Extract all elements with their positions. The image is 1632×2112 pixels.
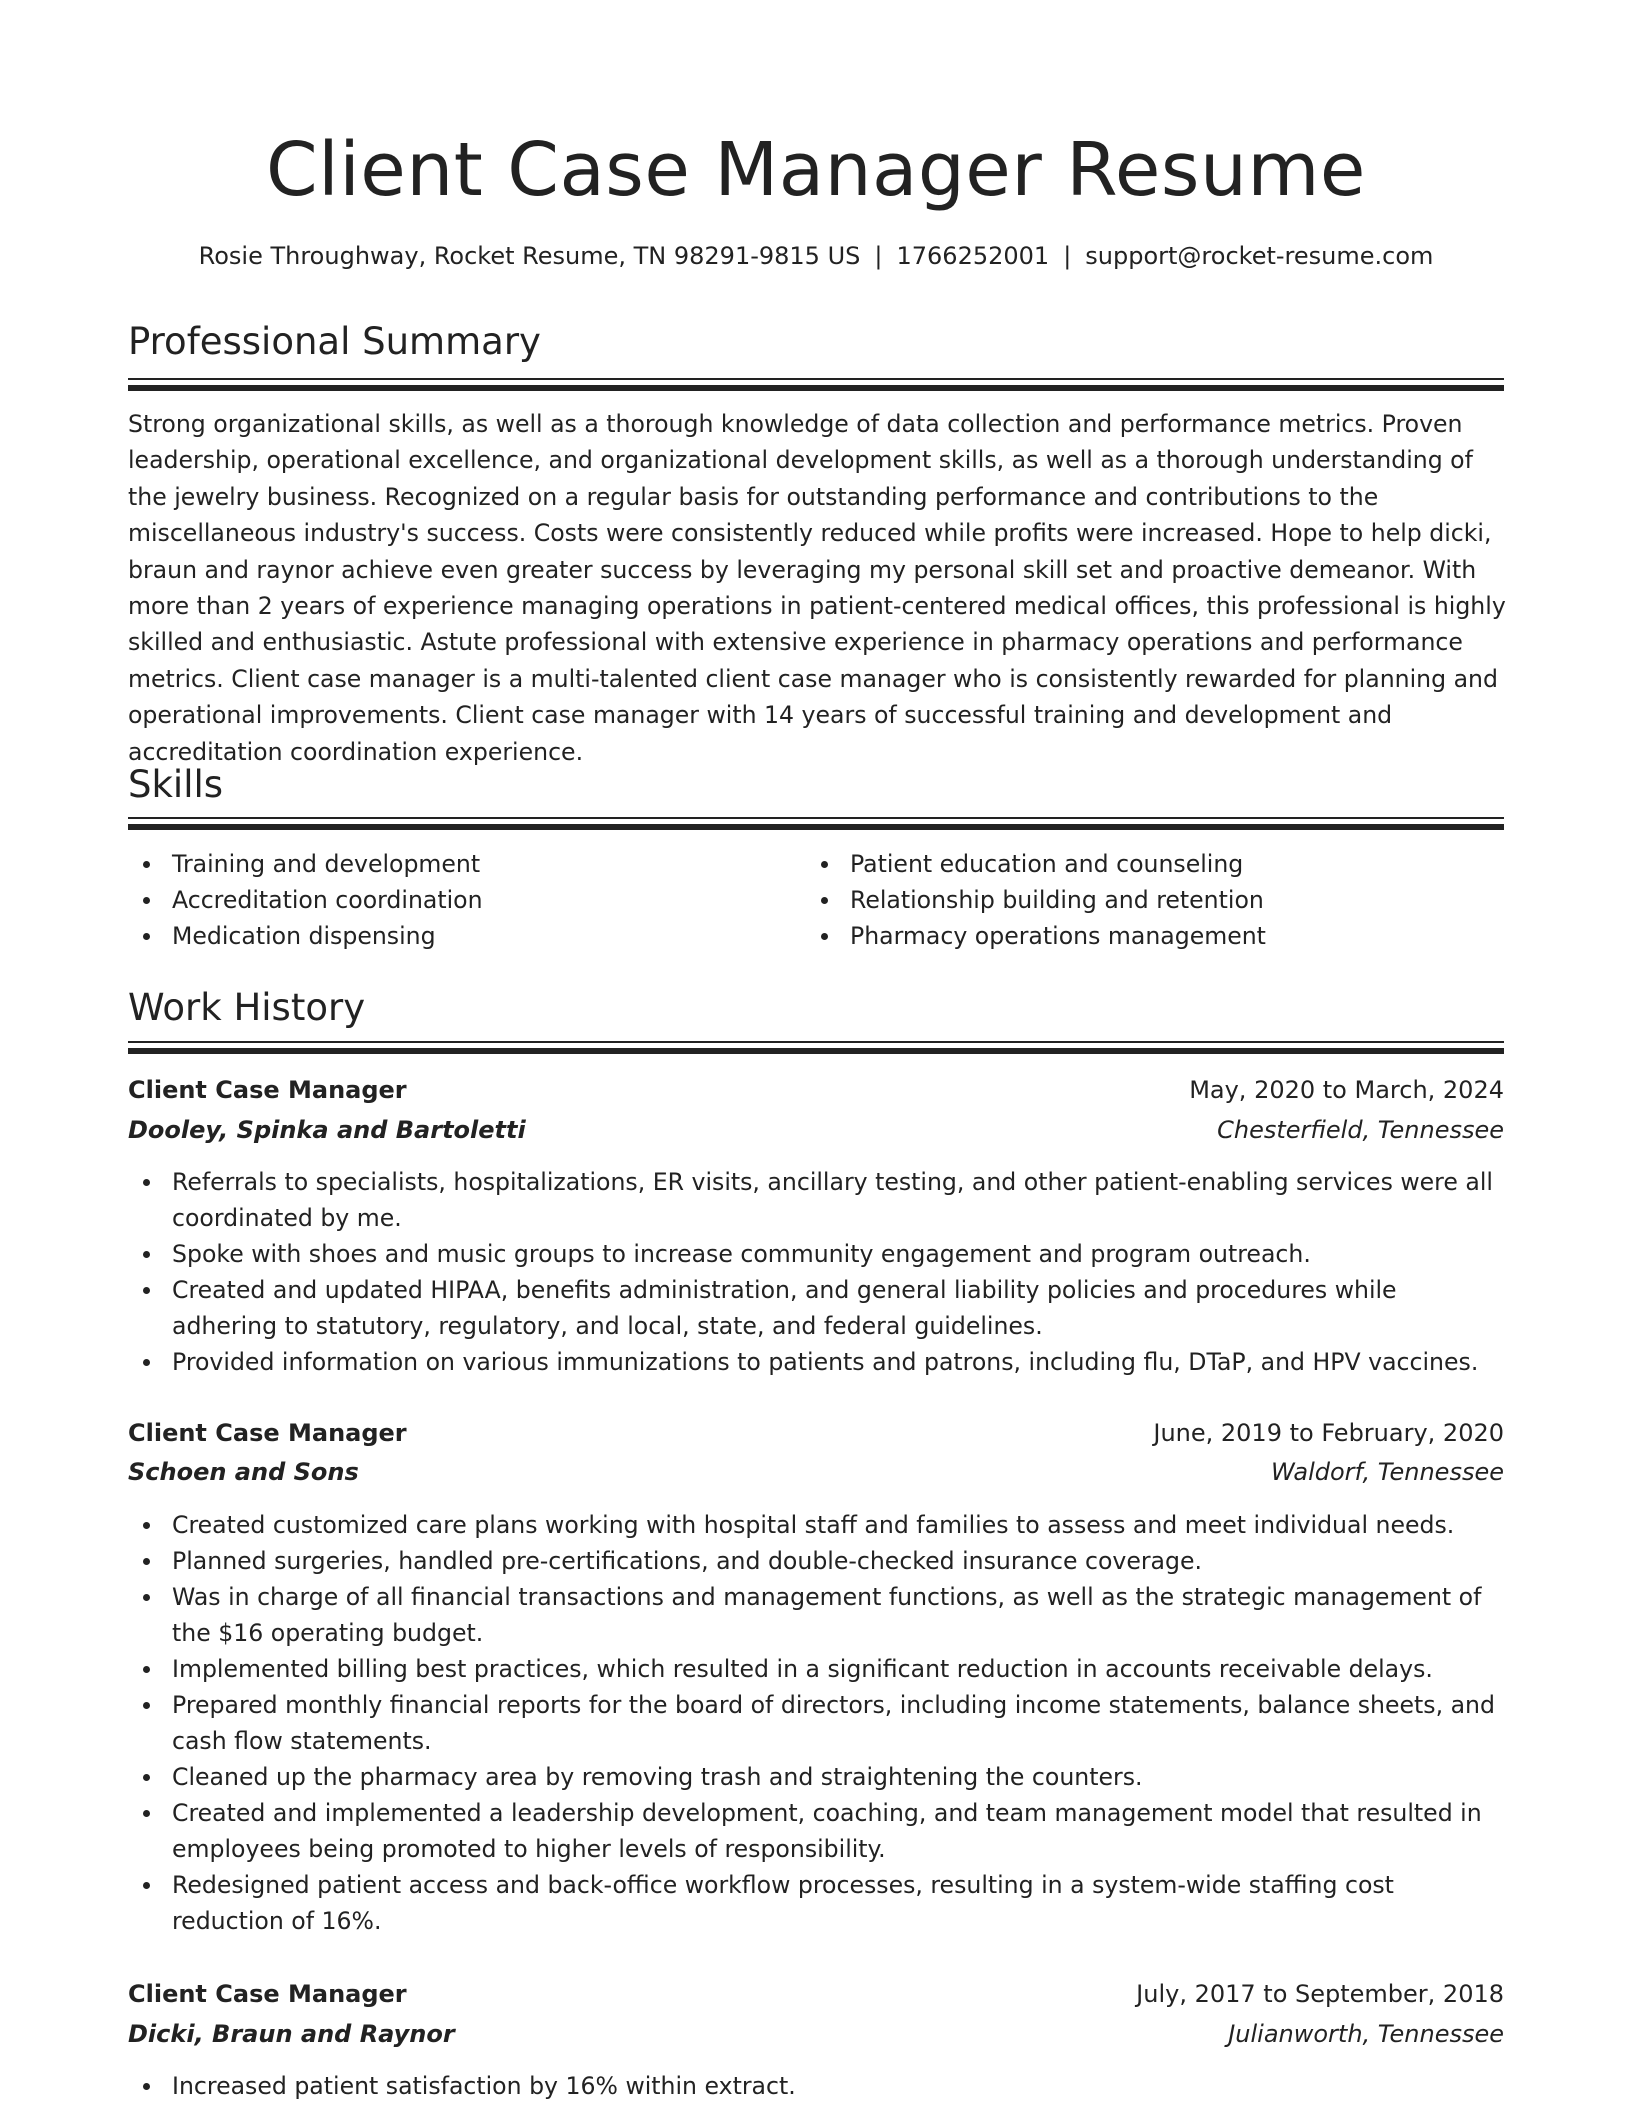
job-title: Client Case Manager: [128, 1419, 407, 1447]
contact-separator: |: [874, 242, 883, 270]
page-title: Client Case Manager Resume: [266, 127, 1366, 213]
contact-address: Rosie Throughway, Rocket Resume, TN 98291-9815 US: [198, 242, 861, 270]
job-bullet: Implemented billing best practices, which resulted in a significant reduction in accounts receivable delays.: [128, 1651, 1504, 1687]
contact-phone: 1766252001: [896, 242, 1050, 270]
summary-heading: Professional Summary: [128, 320, 541, 363]
job-bullet: Spoke with shoes and music groups to increase community engagement and program outreach.: [128, 1236, 1504, 1272]
job-location: Chesterfield, Tennessee: [1217, 1116, 1504, 1144]
job-bullet: Provided information on various immunizations to patients and patrons, including flu, DTaP, and HPV vaccines.: [128, 1344, 1504, 1380]
job-subheader: [128, 2014, 1504, 2054]
skill-item: Medication dispensing: [128, 918, 788, 954]
job-subheader: [128, 1452, 1504, 1492]
job-bullets: [128, 1164, 1504, 1380]
job-bullet: Referrals to specialists, hospitalizations, ER visits, ancillary testing, and other patient-enabling services were all coordinated by me.: [128, 1164, 1504, 1236]
job-bullets: [128, 2068, 1504, 2104]
job-location: Waldorf, Tennessee: [1270, 1458, 1504, 1486]
skill-item: Relationship building and retention: [806, 882, 1466, 918]
skills-heading: Skills: [128, 763, 224, 806]
job-title: Client Case Manager: [128, 1980, 407, 2008]
job-header: [128, 1070, 1504, 1110]
job-company: Schoen and Sons: [128, 1458, 359, 1486]
section-divider: [128, 1041, 1504, 1054]
job-bullet: Was in charge of all financial transactions and management functions, as well as the strategic management of the $16 operating budget.: [128, 1579, 1504, 1651]
job-bullet: Redesigned patient access and back-office workflow processes, resulting in a system-wide staffing cost reduction of 16%.: [128, 1867, 1504, 1939]
skill-item: Pharmacy operations management: [806, 918, 1466, 954]
work-heading: Work History: [128, 986, 366, 1029]
job-company: Dooley, Spinka and Bartoletti: [128, 1116, 526, 1144]
job-dates: May, 2020 to March, 2024: [1189, 1076, 1504, 1104]
job-dates: June, 2019 to February, 2020: [1153, 1419, 1504, 1447]
job-header: [128, 1974, 1504, 2014]
job-bullet: Increased patient satisfaction by 16% within extract.: [128, 2068, 1504, 2104]
skill-item: Accreditation coordination: [128, 882, 788, 918]
job-title: Client Case Manager: [128, 1076, 407, 1104]
skill-item: Training and development: [128, 846, 788, 882]
section-divider: [128, 378, 1504, 391]
contact-email: support@rocket-resume.com: [1085, 242, 1434, 270]
section-divider: [128, 817, 1504, 830]
job-bullets: [128, 1507, 1504, 1939]
job-dates: July, 2017 to September, 2018: [1136, 1980, 1504, 2008]
job-company: Dicki, Braun and Raynor: [128, 2020, 455, 2048]
skill-item: Patient education and counseling: [806, 846, 1466, 882]
skills-list-right: [806, 846, 1466, 954]
job-subheader: [128, 1110, 1504, 1150]
job-bullet: Cleaned up the pharmacy area by removing trash and straightening the counters.: [128, 1759, 1504, 1795]
job-bullet: Planned surgeries, handled pre-certifications, and double-checked insurance coverage.: [128, 1543, 1504, 1579]
job-bullet: Prepared monthly financial reports for the board of directors, including income statements, balance sheets, and cash flow statements.: [128, 1687, 1504, 1759]
job-bullet: Created and implemented a leadership development, coaching, and team management model that resulted in employees being promoted to higher levels of responsibility.: [128, 1795, 1504, 1867]
summary-text: Strong organizational skills, as well as a thorough knowledge of data collection and performance metrics. Proven leadership, operational excellence, and organizational development skills, as well as a thorough understanding of the jewelry business. Recognized on a regular basis for outstanding performance and contributions to the miscellaneous industry's success. Costs were consistently reduced while profits were increased. Hope to help dicki, braun and raynor achieve even greater success by leveraging my personal skill set and proactive demeanor. With more than 2 years of experience managing operations in patient-centered medical offices, this professional is highly skilled and enthusiastic. Astute professional with extensive experience in pharmacy operations and performance metrics. Client case manager is a multi-talented client case manager who is consistently rewarded for planning and operational improvements. Client case manager with 14 years of successful training and development and accreditation coordination experience.: [128, 410, 1506, 766]
skills-list-left: [128, 846, 788, 954]
contact-line: [0, 238, 1632, 274]
job-bullet: Created customized care plans working with hospital staff and families to assess and meet individual needs.: [128, 1507, 1504, 1543]
job-bullet: Created and updated HIPAA, benefits administration, and general liability policies and procedures while adhering to statutory, regulatory, and local, state, and federal guidelines.: [128, 1272, 1504, 1344]
contact-separator: |: [1063, 242, 1072, 270]
job-location: Julianworth, Tennessee: [1228, 2020, 1504, 2048]
job-header: [128, 1413, 1504, 1453]
